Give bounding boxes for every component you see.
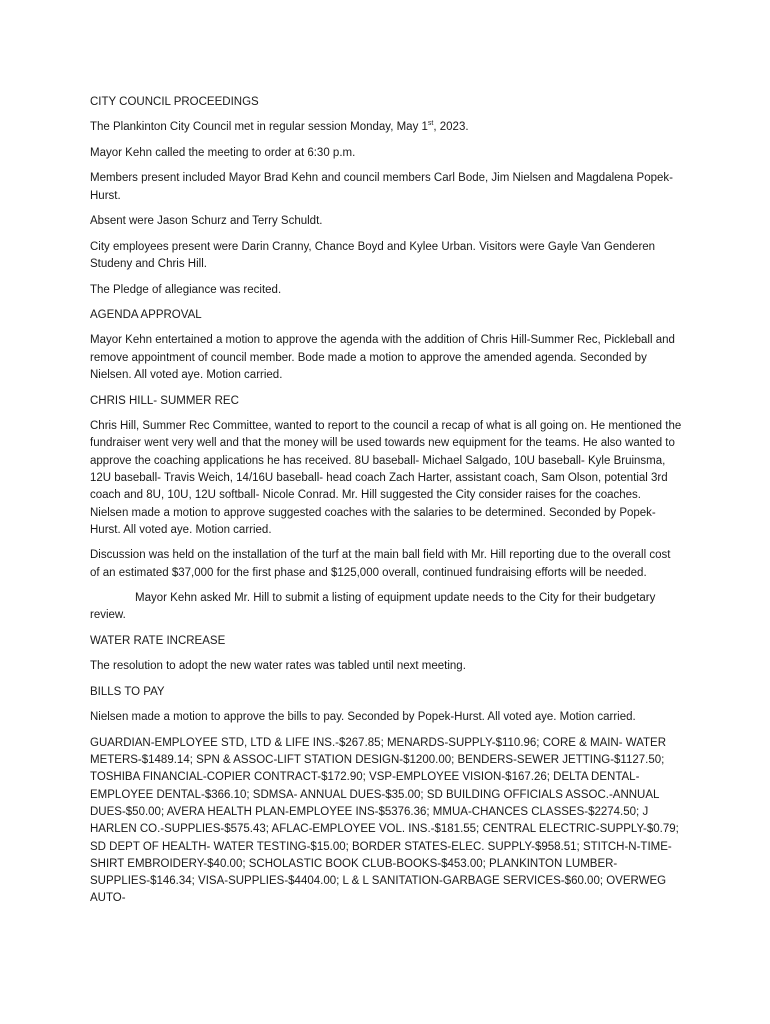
intro-paragraph (90, 119, 682, 136)
employees-present-paragraph: City employees present were Darin Cranny, Chance Boyd and Kylee Urban. Visitors were Gayle Van Genderen Studeny and Chris Hill. (90, 240, 656, 271)
equipment-paragraph: Mayor Kehn asked Mr. Hill to submit a listing of equipment update needs to the City for their budgetary review. (90, 592, 656, 622)
intro-text: The Plankinton City Council met in regular session Monday, May 1 (90, 121, 428, 134)
summer-rec-paragraph: Chris Hill, Summer Rec Committee, wanted to report to the council a recap of what is all going on. He mentioned the fundraiser went very well and that the money will be used towards new equipment for the teams. He also wanted to approve the coaching applications he has received. 8U baseball- Michael Salgado, 10U baseball- Kyle Bruinsma, 12U baseball- Travis Weich, 14/16U baseball- head coach Zach Harter, assistant coach, Sam Olson, potential 3rd coach and 8U, 10U, 12U softball- Nicole Conrad. Mr. Hill suggested the City consider raises for the coaches. Nielsen made a motion to approve suggested coaches with the salaries to be determined. Seconded by Popek-Hurst. All voted aye. Motion carried. (90, 420, 682, 536)
document-title: CITY COUNCIL PROCEEDINGS (90, 96, 259, 108)
water-rate-heading: WATER RATE INCREASE (90, 634, 226, 647)
bills-heading: BILLS TO PAY (90, 685, 165, 698)
call-to-order-paragraph: Mayor Kehn called the meeting to order at 6:30 p.m. (90, 146, 356, 159)
members-present-paragraph: Members present included Mayor Brad Kehn and council members Carl Bode, Jim Nielsen and Magdalena Popek-Hurst. (90, 172, 673, 202)
document-page (90, 94, 682, 916)
pledge-paragraph: The Pledge of allegiance was recited. (90, 283, 282, 296)
bills-list-paragraph: GUARDIAN-EMPLOYEE STD, LTD & LIFE INS.-$267.85; MENARDS-SUPPLY-$110.96; CORE & MAIN- WATER METERS-$1489.14; SPN & ASSOC-LIFT STATION DESIGN-$1200.00; BENDERS-SEWER JETTING-$1127.50; TOSHIBA FINANCIAL-COPIER CONTRACT-$172.90; VSP-EMPLOYEE VISION-$167.26; DELTA DENTAL-EMPLOYEE DENTAL-$366.10; SDMSA- ANNUAL DUES-$35.00; SD BUILDING OFFICIALS ASSOC.-ANNUAL DUES-$50.00; AVERA HEALTH PLAN-EMPLOYEE INS-$5376.36; MMUA-CHANCES CLASSES-$2274.50; J HARLEN CO.-SUPPLIES-$575.43; AFLAC-EMPLOYEE VOL. INS.-$181.55; CENTRAL ELECTRIC-SUPPLY-$0.79; SD DEPT OF HEALTH- WATER TESTING-$15.00; BORDER STATES-ELEC. SUPPLY-$958.51; STITCH-N-TIME-SHIRT EMBROIDERY-$40.00; SCHOLASTIC BOOK CLUB-BOOKS-$453.00; PLANKINTON LUMBER-SUPPLIES-$146.34; VISA-SUPPLIES-$4404.00; L & L SANITATION-GARBAGE SERVICES-$60.00; OVERWEG AUTO- (90, 736, 679, 905)
intro-ordinal-suffix: st (427, 120, 434, 128)
summer-rec-heading: CHRIS HILL- SUMMER REC (90, 394, 239, 407)
agenda-paragraph: Mayor Kehn entertained a motion to approve the agenda with the addition of Chris Hill-Summer Rec, Pickleball and remove appointment of council member. Bode made a motion to approve the amended agenda. Seconded by Nielsen. All voted aye. Motion carried. (90, 334, 675, 382)
water-rate-paragraph: The resolution to adopt the new water rates was tabled until next meeting. (90, 660, 466, 673)
agenda-heading: AGENDA APPROVAL (90, 308, 202, 321)
bills-motion-paragraph: Nielsen made a motion to approve the bills to pay. Seconded by Popek-Hurst. All voted aye. Motion carried. (90, 711, 636, 724)
intro-text-end: , 2023. (433, 121, 469, 134)
turf-paragraph: Discussion was held on the installation of the turf at the main ball field with Mr. Hill reporting due to the overall cost of an estimated $37,000 for the first phase and $125,000 overall, continued fundraising efforts will be needed. (90, 549, 671, 579)
absent-paragraph: Absent were Jason Schurz and Terry Schuldt. (90, 215, 323, 228)
